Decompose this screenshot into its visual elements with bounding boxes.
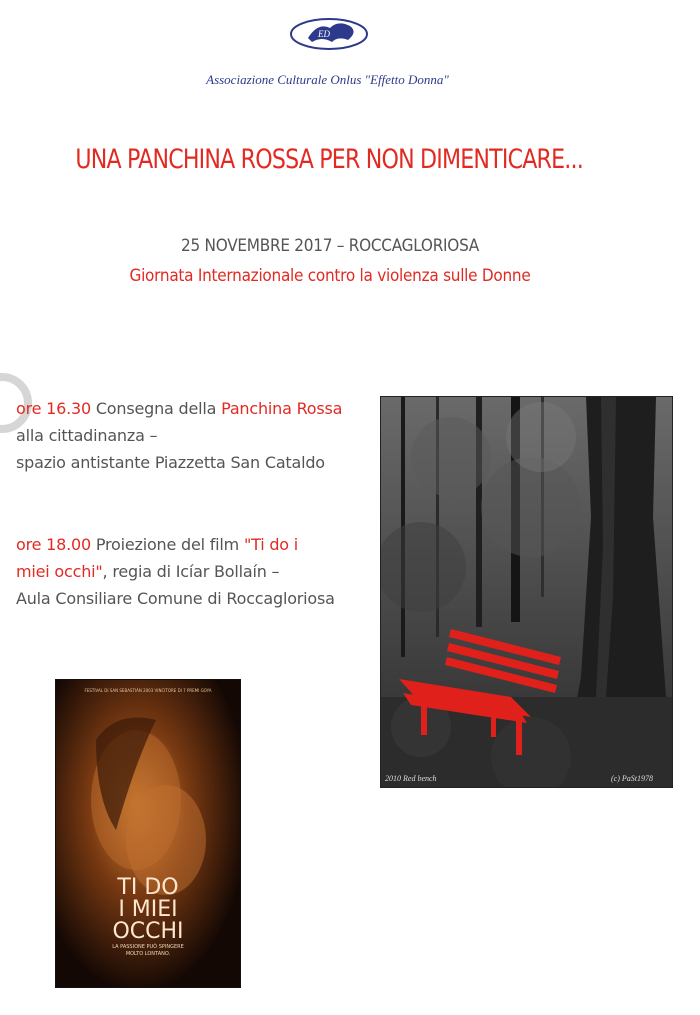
program-2-film-title-a: "Ti do i bbox=[243, 535, 299, 554]
program-2-line3: Aula Consiliare Comune di Roccagloriosa bbox=[16, 589, 335, 608]
program-2-time: ore 18.00 bbox=[16, 535, 91, 554]
photo-credit-left: 2010 Red bench bbox=[385, 774, 437, 783]
program-item-1 bbox=[16, 395, 342, 476]
program-2-director: , regia di Icíar Bollaín – bbox=[102, 562, 280, 581]
association-logo bbox=[288, 14, 370, 54]
poster-tagline-1: LA PASSIONE PUÒ SPINGERE bbox=[112, 944, 184, 950]
poster-title-3: OCCHI bbox=[112, 919, 184, 944]
red-bench-photo bbox=[380, 396, 673, 788]
poster-title-2: I MIEI bbox=[118, 897, 178, 922]
photo-credit-right: (c) PaSt1978 bbox=[611, 774, 653, 783]
program-1-text: Consegna della bbox=[90, 399, 222, 418]
program-2-film-title-b: miei occhi" bbox=[16, 562, 103, 581]
poster-tagline-2: MOLTO LONTANO. bbox=[125, 951, 171, 957]
program-2-text: Proiezione del film bbox=[90, 535, 244, 554]
svg-text:ED: ED bbox=[318, 29, 330, 39]
program-item-2 bbox=[16, 531, 335, 612]
event-date-location: 25 NOVEMBRE 2017 – ROCCAGLORIOSA bbox=[181, 236, 479, 256]
poster-title-1: TI DO bbox=[117, 875, 179, 900]
association-name: Associazione Culturale Onlus "Effetto Donna" bbox=[206, 72, 449, 87]
event-subtitle: Giornata Internazionale contro la violenza sulle Donne bbox=[129, 266, 531, 286]
program-1-line3: spazio antistante Piazzetta San Cataldo bbox=[16, 453, 325, 472]
poster-top-text: FESTIVAL DI SAN SEBASTIÁN 2003 VINCITORE DI 7 PREMI GOYA bbox=[84, 688, 212, 693]
movie-poster bbox=[55, 679, 241, 988]
program-1-highlight: Panchina Rossa bbox=[221, 399, 343, 418]
program-1-line2: alla cittadinanza – bbox=[16, 426, 158, 445]
program-1-time: ore 16.30 bbox=[16, 399, 91, 418]
event-title: UNA PANCHINA ROSSA PER NON DIMENTICARE... bbox=[75, 144, 583, 175]
